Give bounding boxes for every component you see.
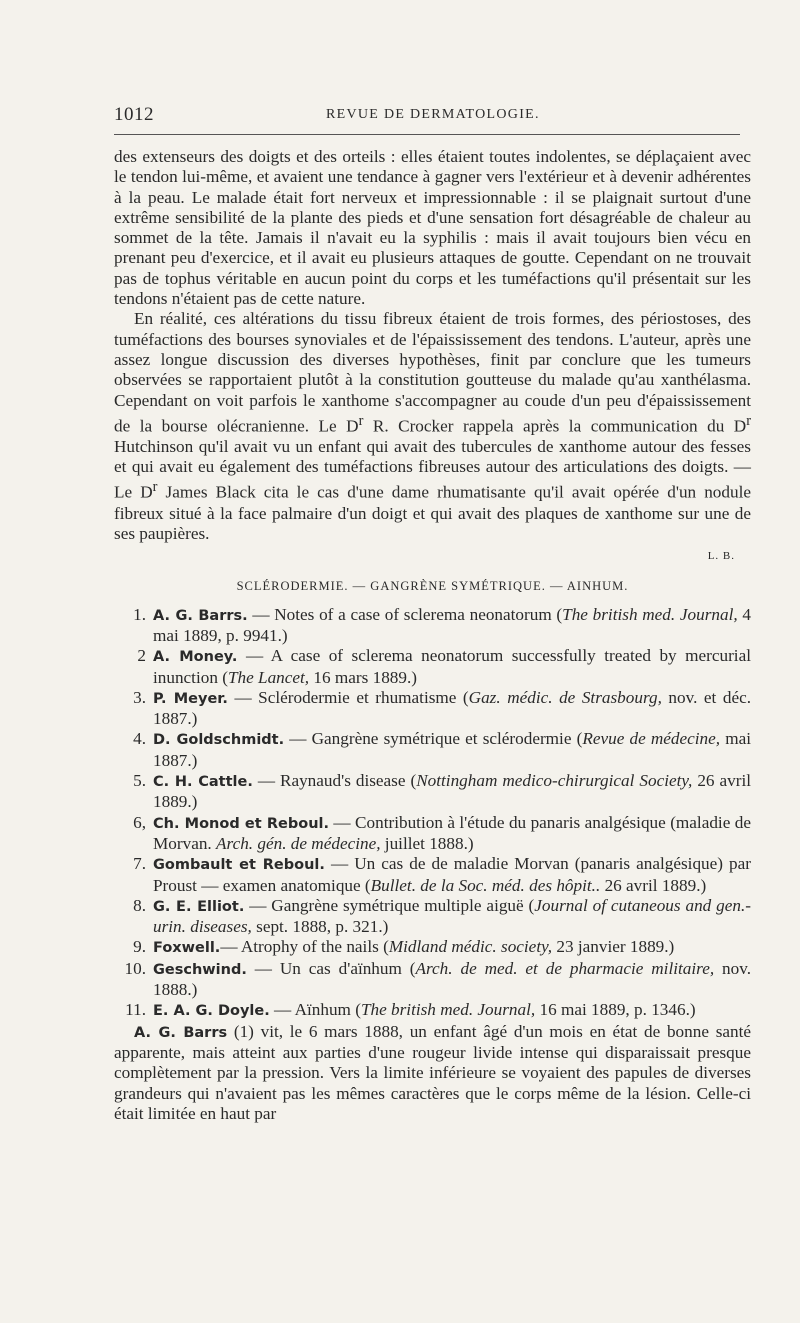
reference-date: mai 1887.) <box>153 729 751 770</box>
reference-item <box>114 937 751 958</box>
reference-number: 9. <box>133 937 146 957</box>
reference-text <box>153 937 751 958</box>
reference-author: E. A. G. Doyle. <box>153 1003 270 1020</box>
reference-date: juillet 1888.) <box>380 833 474 853</box>
reference-text <box>153 646 751 688</box>
reference-author: Geschwind. <box>153 961 247 978</box>
reference-title: — Notes of a case of sclerema neonatorum ( <box>247 604 563 624</box>
reference-text <box>153 813 751 855</box>
p2-text-b: R. Crocker rappela après la communication du D <box>363 416 747 436</box>
reference-author: C. H. Cattle. <box>153 774 253 791</box>
reference-author: Foxwell. <box>153 940 221 957</box>
reference-number: 11. <box>125 1000 146 1020</box>
reference-title: — Gangrène symétrique multiple aiguë ( <box>244 895 535 915</box>
reference-journal: The british med. Journal, <box>360 1000 536 1020</box>
signature: L. B. <box>707 550 735 563</box>
reference-item <box>114 605 751 647</box>
reference-date: 26 avril 1889.) <box>600 875 707 895</box>
closing-lead-author: A. G. Barrs <box>134 1024 228 1041</box>
reference-journal: Journal of cutaneous and gen.-urin. diseases, <box>153 895 751 937</box>
reference-author: G. E. Elliot. <box>153 898 245 915</box>
reference-text <box>153 605 751 647</box>
section-heading: SCLÉRODERMIE. — GANGRÈNE SYMÉTRIQUE. — AINHUM. <box>236 579 629 594</box>
reference-journal: Arch. de med. et de pharmacie militaire, <box>415 958 715 978</box>
reference-journal: Bullet. de la Soc. méd. des hôpit.. <box>370 875 601 895</box>
reference-journal: Midland médic. society, <box>388 937 553 957</box>
reference-date: sept. 1888, p. 321.) <box>251 917 389 937</box>
body-text <box>114 147 751 1124</box>
p2-sup-2: r <box>746 412 752 429</box>
reference-text <box>153 896 751 938</box>
reference-text <box>153 729 751 771</box>
reference-journal: Nottingham medico-chirurgical Society, <box>416 771 693 791</box>
reference-title: — Gangrène symétrique et sclérodermie ( <box>284 729 583 749</box>
page-number: 1012 <box>114 104 154 125</box>
reference-date: 26 avril 1889.) <box>153 771 751 812</box>
reference-number: 5. <box>133 771 146 791</box>
reference-date: 16 mai 1889, p. 1346.) <box>535 1000 696 1020</box>
paragraph-1: des extenseurs des doigts et des orteils : elles étaient toutes indolentes, se déplaçaient avec le tendon lui-même, et avaient une tendance à gagner vers l'extérieur et à devenir adhérentes à la peau. Le malade était fort nerveux et impressionnable : il se plaignait surtout d'une extrême sensibilité de la plante des pieds et d'une sensation fort désagréable de chaleur au sommet de la tête. Jamais il n'avait eu la syphilis : mais il avait toujours bien vécu en prenant peu d'exercice, et il avait eu plusieurs attaques de goutte. Cependant on ne trouvait pas de tophus véritable en aucun point du corps et les tuméfactions qu'il présentait sur les tendons n'étaient pas de cette nature. <box>114 147 751 309</box>
reference-author: Ch. Monod et Reboul. <box>153 815 329 832</box>
reference-number: 3. <box>133 687 146 707</box>
reference-item <box>114 854 751 896</box>
reference-number: 7. <box>133 854 146 874</box>
reference-journal: Revue de médecine, <box>582 729 721 749</box>
reference-text <box>153 854 751 896</box>
reference-journal: Gaz. médic. de Strasbourg, <box>468 687 662 707</box>
reference-item <box>114 959 751 1001</box>
reference-number: 4. <box>133 729 146 749</box>
reference-author: A. G. Barrs. <box>153 607 248 624</box>
closing-paragraph <box>114 1022 751 1124</box>
reference-item <box>114 813 751 855</box>
reference-number: 10. <box>124 958 146 978</box>
reference-title: — Aïnhum ( <box>269 1000 361 1020</box>
reference-date: 4 mai 1889, p. 9941.) <box>153 604 751 645</box>
reference-journal: The british med. Journal, <box>562 604 738 624</box>
p2-text-c: Hutchinson qu'il avait vu un enfant qui avait des tubercules de xanthome autour des fesses et qui avait eu également des tuméfactions fibreuses autour des articulations des doigts. — Le D <box>114 436 751 503</box>
reference-text <box>153 688 751 730</box>
reference-number: 2 <box>137 646 146 666</box>
reference-title: — Un cas d'aïnhum ( <box>246 958 416 978</box>
reference-item <box>114 896 751 938</box>
reference-text <box>153 771 751 813</box>
reference-title: — Atrophy of the nails ( <box>220 937 389 957</box>
reference-journal: Arch. gén. de médecine, <box>216 833 381 853</box>
reference-title: — A case of sclerema neonatorum successfully treated by mercurial inunction ( <box>153 646 751 687</box>
reference-text <box>153 959 751 1001</box>
reference-journal: The Lancet, <box>227 667 310 687</box>
paragraph-2 <box>114 309 751 544</box>
reference-title: — Un cas de de maladie Morvan (panaris analgésique) par Proust — examen anatomique ( <box>153 854 751 895</box>
reference-date: nov. et déc. 1887.) <box>153 687 752 729</box>
running-head <box>114 104 739 128</box>
reference-title: — Raynaud's disease ( <box>252 771 417 791</box>
reference-item <box>114 646 751 688</box>
header-rule <box>114 134 740 135</box>
p2-sup-3: r <box>152 479 158 496</box>
p2-text-a: En réalité, ces altérations du tissu fibreux étaient de trois formes, des périostoses, des tuméfactions des bourses synoviales et de l'épaississement des tendons. L'auteur, après une assez longue discussion des diverses hypothèses, finit par conclure que les tumeurs observées se rapportaient plutôt à la constitution goutteuse du malade qu'au xanthélasma. Cependant on voit parfois le xanthome s'accompagner au coude d'un peu d'épaississement de la bourse olécranienne. Le D <box>114 309 751 436</box>
reference-author: P. Meyer. <box>153 690 228 707</box>
running-title: REVUE DE DERMATOLOGIE. <box>326 107 540 122</box>
reference-item <box>114 1000 751 1021</box>
reference-item <box>114 688 751 730</box>
reference-title: — Contribution à l'étude du panaris analgésique (maladie de Morvan. <box>153 812 751 853</box>
reference-list <box>114 605 751 1022</box>
reference-item <box>114 729 751 771</box>
reference-text <box>153 1000 751 1021</box>
reference-date: nov. 1888.) <box>153 958 752 1000</box>
reference-author: A. Money. <box>153 649 238 666</box>
reference-number: 1. <box>133 604 146 624</box>
reference-date: 16 mars 1889.) <box>309 667 417 687</box>
p2-sup-1: r <box>358 412 364 429</box>
reference-item <box>114 771 751 813</box>
reference-author: Gombault et Reboul. <box>153 857 325 874</box>
signature-line <box>114 544 751 566</box>
closing-text: (1) vit, le 6 mars 1888, un enfant âgé d'un mois en état de bonne santé apparente, mais atteint aux parties d'une rougeur livide intense qui disparaissait presque complètement par la pression. Vers la limite inférieure se voyaient des papules de diverses grandeurs qui n'avaient pas les mêmes caractères que le corps même de la lésion. Celle-ci était limitée en haut par <box>114 1021 752 1123</box>
p2-text-d: James Black cita le cas d'une dame rhumatisante qu'il avait opérée d'un nodule fibreux situé à la face palmaire d'un doigt et qui avait des plaques de xanthome sur une de ses paupières. <box>114 483 751 543</box>
reference-title: — Sclérodermie et rhumatisme ( <box>227 687 469 707</box>
reference-author: D. Goldschmidt. <box>153 732 285 749</box>
reference-date: 23 janvier 1889.) <box>552 937 675 957</box>
reference-number: 6, <box>133 812 146 832</box>
reference-number: 8. <box>133 895 146 915</box>
